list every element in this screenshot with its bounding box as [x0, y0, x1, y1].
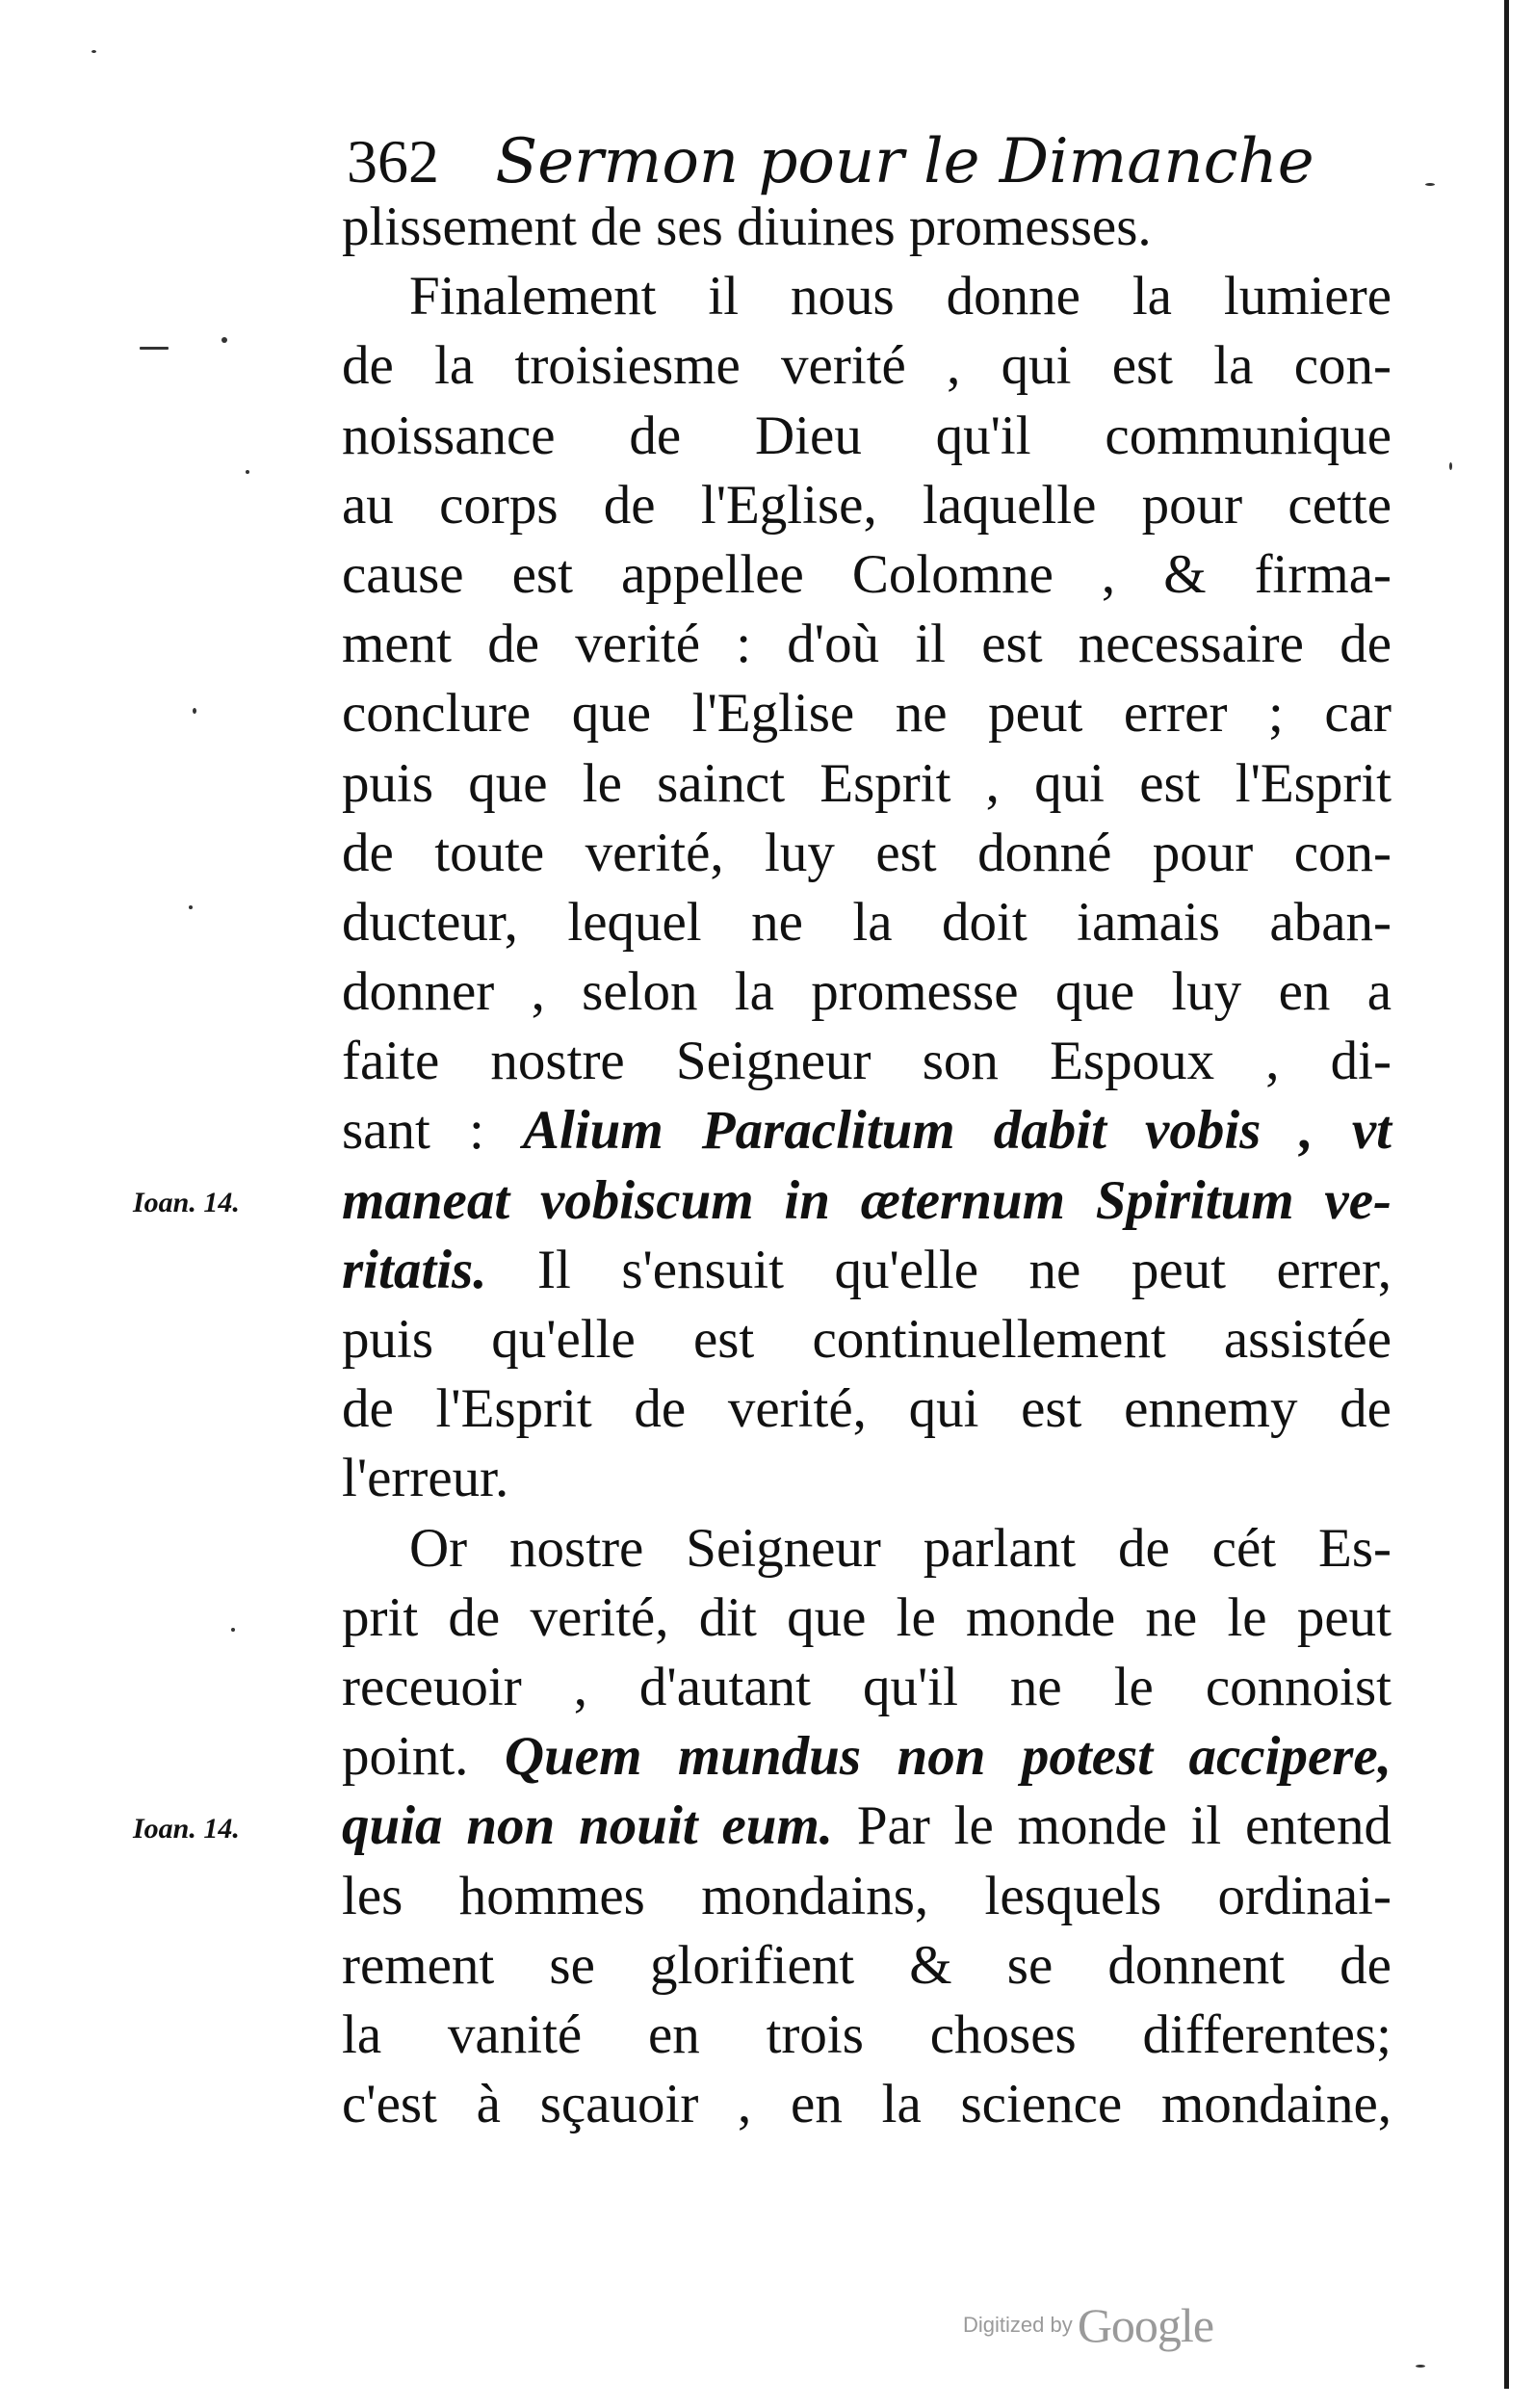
text-run: puis que le sainct Esprit , qui est l'Esprit [342, 752, 1392, 814]
text-run: de l'Esprit de verité, qui est ennemy de [342, 1378, 1392, 1440]
text-line [342, 1166, 1392, 1236]
text-line [342, 1722, 1392, 1792]
page-number: 362 [347, 127, 439, 196]
text-run: l'erreur. [342, 1448, 509, 1509]
text-line [342, 749, 1392, 819]
google-wordmark: Google [1077, 2298, 1214, 2352]
text-run: noissance de Dieu qu'il communique [342, 405, 1392, 466]
scan-speck [1449, 462, 1452, 470]
text-run: c'est à sçauoir , en la science mondaine, [342, 2074, 1392, 2135]
scan-speck [1425, 183, 1435, 186]
text-run: prit de verité, dit que le monde ne le peut [342, 1586, 1392, 1648]
text-run: point. [342, 1726, 505, 1788]
text-line [342, 1444, 1392, 1513]
text-line [342, 679, 1392, 748]
text-run: Or nostre Seigneur parlant de cét Es- [409, 1517, 1392, 1579]
scan-speck [91, 50, 96, 53]
text-run: receuoir , d'autant qu'il ne le connoist [342, 1656, 1392, 1717]
text-run: sant : [342, 1100, 523, 1162]
scan-speck [231, 1628, 235, 1632]
latin-quote: Alium Paraclitum dabit vobis , vt [522, 1100, 1392, 1162]
text-run: puis qu'elle est continuellement assistée [342, 1309, 1392, 1370]
text-run: de la troisiesme verité , qui est la con- [342, 335, 1392, 397]
text-line [342, 957, 1392, 1027]
text-run: rement se glorifient & se donnent de [342, 1934, 1392, 1996]
text-line [342, 471, 1392, 540]
text-line [342, 1792, 1392, 1861]
page-edge-rule [1504, 0, 1509, 2389]
margin-reference: Ioan. 14. [133, 1812, 240, 1845]
text-run: ducteur, lequel ne la doit iamais aban- [342, 891, 1392, 953]
text-run: donner , selon la promesse que luy en a [342, 961, 1392, 1023]
text-run: cause est appellee Colomne , & firma- [342, 543, 1392, 605]
text-line [342, 1027, 1392, 1096]
text-run: Par le monde il entend [833, 1795, 1392, 1857]
scan-speck [246, 470, 249, 474]
text-line [342, 819, 1392, 888]
text-line [342, 402, 1392, 471]
text-run: faite nostre Seigneur son Espoux , di- [342, 1031, 1392, 1092]
text-line [342, 262, 1392, 331]
text-line [342, 1236, 1392, 1305]
latin-quote: Quem mundus non potest accipere, [504, 1726, 1392, 1788]
digitized-label: Digitized by [963, 2313, 1073, 2337]
text-line [342, 2001, 1392, 2070]
text-run: Finalement il nous donne la lumiere [409, 266, 1392, 327]
latin-quote: ritatis. [342, 1239, 487, 1300]
text-line [342, 610, 1392, 679]
scan-speck [1416, 2365, 1425, 2368]
running-title: Sermon pour le Dimanche [495, 126, 1314, 197]
body-text [342, 193, 1392, 2139]
text-run: la vanité en trois choses differentes; [342, 2003, 1392, 2065]
text-line [342, 1305, 1392, 1374]
text-line [342, 2070, 1392, 2139]
scan-speck [140, 347, 169, 350]
text-run: Il s'ensuit qu'elle ne peut errer, [486, 1239, 1392, 1300]
scan-speck [189, 905, 193, 909]
text-run: les hommes mondains, lesquels ordinai- [342, 1865, 1392, 1926]
text-line [342, 1514, 1392, 1584]
text-run: de toute verité, luy est donné pour con- [342, 822, 1392, 883]
text-run: conclure que l'Eglise ne peut errer ; car [342, 683, 1392, 745]
text-run: au corps de l'Eglise, laquelle pour cette [342, 474, 1392, 536]
text-run: ment de verité : d'où il est necessaire de [342, 614, 1392, 675]
text-line [342, 1862, 1392, 1931]
text-line [342, 1931, 1392, 2001]
latin-quote: maneat vobiscum in æternum Spiritum ve- [342, 1169, 1392, 1231]
text-line [342, 888, 1392, 957]
latin-quote: quia non nouit eum. [342, 1795, 834, 1857]
text-line [342, 1584, 1392, 1653]
scan-speck [221, 337, 227, 343]
text-line [342, 1374, 1392, 1444]
text-line [342, 1653, 1392, 1722]
page-header [347, 123, 1406, 200]
text-line [342, 331, 1392, 401]
scan-speck [193, 708, 196, 714]
text-line [342, 540, 1392, 610]
digitization-watermark [963, 2297, 1310, 2352]
text-run: plissement de ses diuines promesses. [342, 196, 1152, 257]
text-line [342, 1096, 1392, 1165]
text-line [342, 193, 1392, 262]
margin-reference: Ioan. 14. [133, 1186, 240, 1218]
